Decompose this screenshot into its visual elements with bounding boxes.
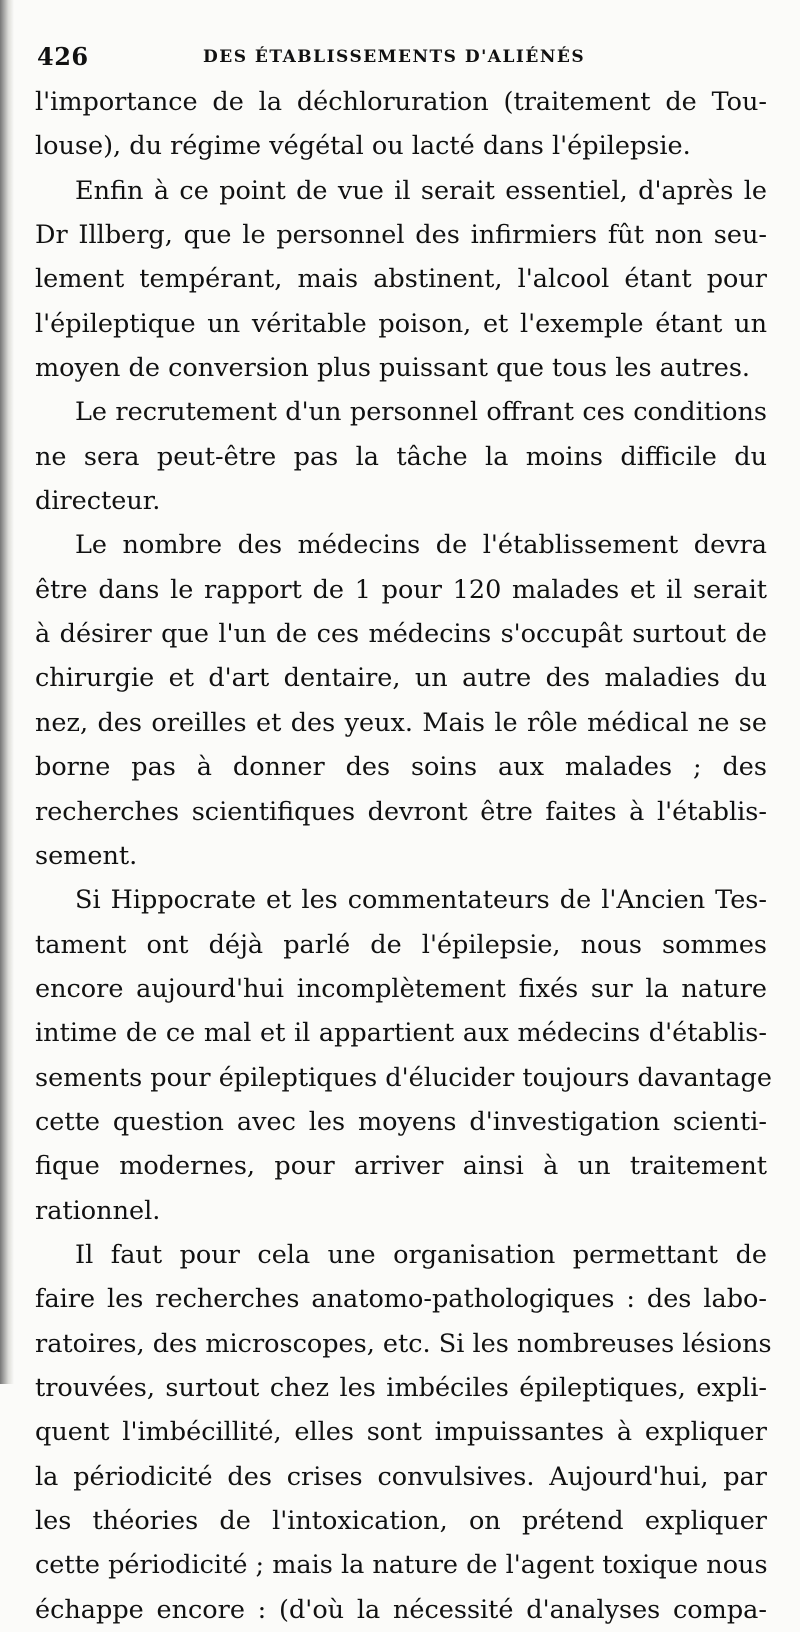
page-number: 426 bbox=[37, 42, 89, 71]
text-line: Si Hippocrate et les commentateurs de l'Ancien Tes- bbox=[75, 885, 767, 916]
body-text bbox=[35, 80, 772, 1632]
text-line: la périodicité des crises convulsives. Aujourd'hui, par bbox=[35, 1461, 767, 1492]
text-line: à désirer que l'un de ces médecins s'occupât surtout de bbox=[35, 619, 767, 650]
text-line: borne pas à donner des soins aux malades ; des bbox=[35, 752, 767, 783]
text-line: l'épileptique un véritable poison, et l'exemple étant un bbox=[35, 308, 767, 339]
running-title: DES ÉTABLISSEMENTS D'ALIÉNÉS bbox=[203, 47, 586, 67]
text-line: directeur. bbox=[35, 486, 161, 517]
page-header bbox=[35, 40, 755, 74]
text-line: Le nombre des médecins de l'établissement devra bbox=[75, 530, 767, 561]
text-line: rationnel. bbox=[35, 1195, 161, 1226]
text-line: moyen de conversion plus puissant que tous les autres. bbox=[35, 353, 751, 384]
text-line: recherches scientifiques devront être faites à l'établis- bbox=[35, 796, 767, 827]
text-line: ratoires, des microscopes, etc. Si les nombreuses lésions bbox=[35, 1328, 772, 1359]
text-line: nez, des oreilles et des yeux. Mais le rôle médical ne se bbox=[35, 707, 767, 738]
page-edge-shadow bbox=[0, 0, 14, 1384]
text-line: quent l'imbécillité, elles sont impuissantes à expliquer bbox=[35, 1417, 767, 1448]
text-line: sements pour épileptiques d'élucider toujours davantage bbox=[35, 1062, 772, 1093]
text-line: encore aujourd'hui incomplètement fixés sur la nature bbox=[35, 973, 767, 1004]
text-line: être dans le rapport de 1 pour 120 malades et il serait bbox=[35, 574, 767, 605]
text-line: les théories de l'intoxication, on prétend expliquer bbox=[35, 1506, 767, 1536]
text-line: Dr Illberg, que le personnel des infirmiers fût non seu- bbox=[35, 220, 767, 251]
text-line: Enfin à ce point de vue il serait essentiel, d'après le bbox=[75, 175, 767, 206]
text-line: trouvées, surtout chez les imbéciles épileptiques, expli- bbox=[35, 1372, 767, 1403]
text-line: échappe encore : (d'où la nécessité d'analyses compa- bbox=[35, 1594, 767, 1625]
text-line: lement tempérant, mais abstinent, l'alcool étant pour bbox=[35, 264, 767, 295]
text-line: intime de ce mal et il appartient aux médecins d'établis- bbox=[35, 1018, 767, 1049]
text-line: Il faut pour cela une organisation permettant de bbox=[75, 1239, 767, 1270]
text-line: louse), du régime végétal ou lacté dans l'épilepsie. bbox=[35, 131, 691, 162]
text-line: cette question avec les moyens d'investigation scienti- bbox=[35, 1106, 767, 1137]
text-line: tament ont déjà parlé de l'épilepsie, nous sommes bbox=[35, 929, 767, 960]
text-line: fique modernes, pour arriver ainsi à un traitement bbox=[35, 1151, 767, 1182]
text-line: Le recrutement d'un personnel offrant ces conditions bbox=[75, 397, 767, 428]
text-line: cette périodicité ; mais la nature de l'agent toxique nous bbox=[35, 1550, 768, 1581]
text-line: ne sera peut-être pas la tâche la moins difficile du bbox=[35, 441, 767, 472]
text-line: l'importance de la déchloruration (traitement de Tou- bbox=[35, 87, 767, 117]
text-line: faire les recherches anatomo-pathologiques : des labo- bbox=[35, 1284, 767, 1315]
text-line: chirurgie et d'art dentaire, un autre des maladies du bbox=[35, 663, 767, 694]
text-line: sement. bbox=[35, 840, 138, 871]
